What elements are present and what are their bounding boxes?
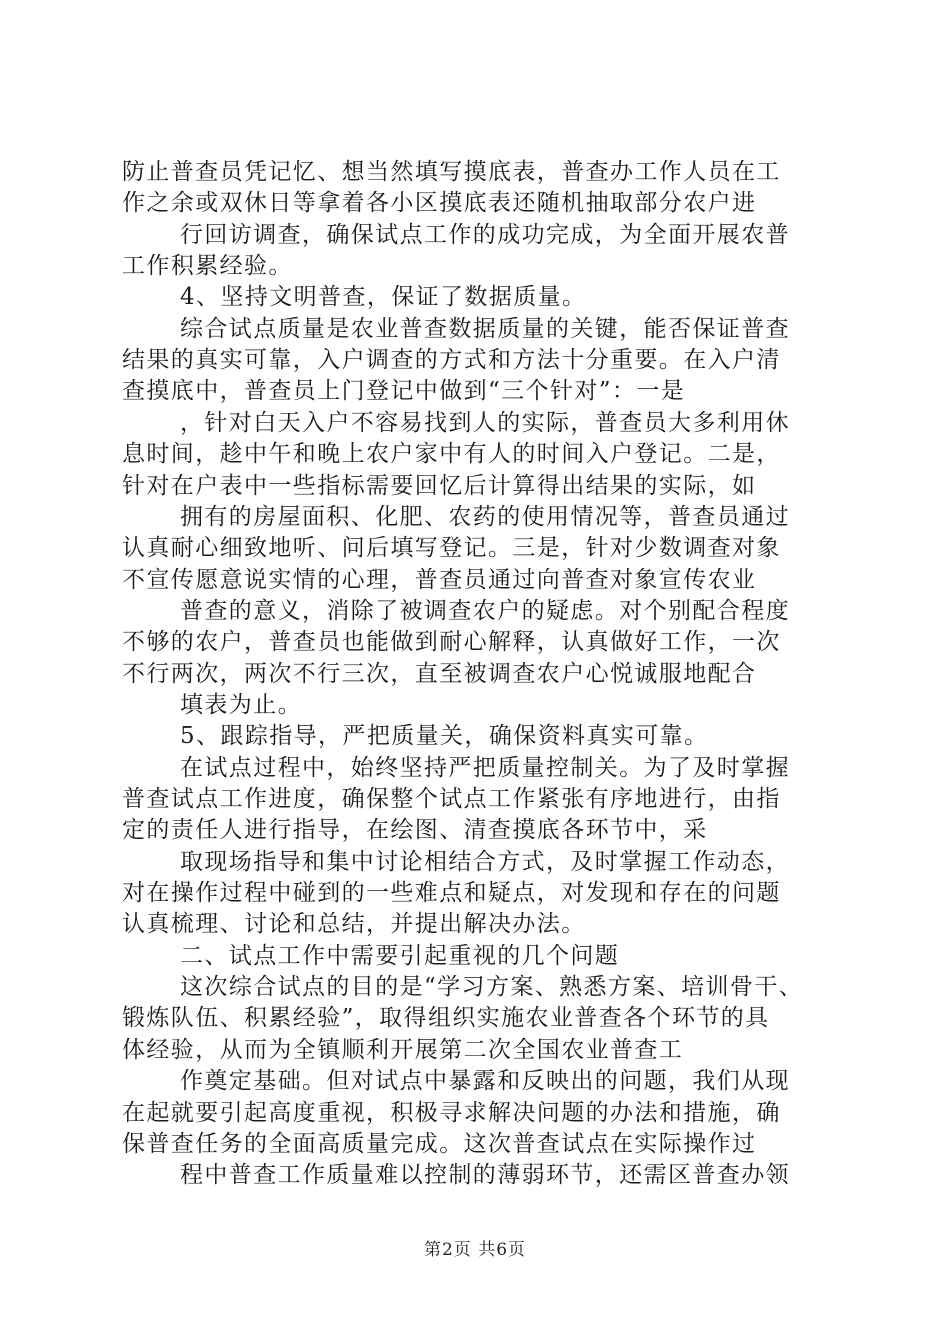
text-line: 这次综合试点的目的是“学习方案、熟悉方案、培训骨干、 <box>180 974 804 1001</box>
text-line: 填表为止。 <box>180 691 302 718</box>
text-line: 作之余或双休日等拿着各小区摸底表还随机抽取部分农户进 <box>122 190 757 217</box>
text-line: 不宣传愿意说实情的心理，普查员通过向普查对象宣传农业 <box>122 566 757 593</box>
text-line: ，针对白天入户不容易找到人的实际，普查员大多利用休 <box>180 409 790 436</box>
text-line: 工作积累经验。 <box>122 253 293 280</box>
text-line: 息时间，趁中午和晚上农户家中有人的时间入户登记。二是， <box>122 441 781 468</box>
text-line: 对在操作过程中碰到的一些难点和疑点，对发现和存在的问题 <box>122 880 781 907</box>
text-line: 普查的意义，消除了被调查农户的疑虑。对个别配合程度 <box>180 597 790 624</box>
text-line: 普查试点工作进度，确保整个试点工作紧张有序地进行，由指 <box>122 786 781 812</box>
text-line: 体经验，从而为全镇顺利开展第二次全国农业普查工 <box>122 1036 684 1063</box>
text-line: 拥有的房屋面积、化肥、农药的使用情况等，普查员通过 <box>180 503 790 530</box>
text-line: 定的责任人进行指导，在绘图、清查摸底各环节中，采 <box>122 817 708 844</box>
text-line: 认真耐心细致地听、问后填写登记。三是，针对少数调查对象 <box>122 535 781 562</box>
text-line: 查摸底中，普查员上门登记中做到“三个针对”：一是 <box>122 378 686 405</box>
text-line: 防止普查员凭记忆、想当然填写摸底表，普查办工作人员在工 <box>122 159 781 185</box>
text-line: 二、试点工作中需要引起重视的几个问题 <box>180 942 620 969</box>
text-line: 作奠定基础。但对试点中暴露和反映出的问题，我们从现 <box>180 1068 790 1095</box>
text-line: 5、跟踪指导，严把质量关，确保资料真实可靠。 <box>180 723 709 750</box>
text-line: 4、坚持文明普查，保证了数据质量。 <box>180 284 587 311</box>
text-line: 认真梳理、讨论和总结，并提出解决办法。 <box>122 911 586 938</box>
text-line: 在试点过程中，始终坚持严把质量控制关。为了及时掌握 <box>180 754 790 781</box>
text-line: 行回访调查，确保试点工作的成功完成，为全面开展农普 <box>180 221 790 248</box>
text-line: 取现场指导和集中讨论相结合方式，及时掌握工作动态， <box>180 848 790 875</box>
text-line: 不够的农户，普查员也能做到耐心解释，认真做好工作，一次 <box>122 629 781 656</box>
page-footer: 第2页 共6页 <box>423 1240 527 1260</box>
text-line: 锻炼队伍、积累经验”，取得组织实施农业普查各个环节的具 <box>122 1005 770 1032</box>
text-line: 结果的真实可靠，入户调查的方式和方法十分重要。在入户清 <box>122 347 781 374</box>
text-line: 综合试点质量是农业普查数据质量的关键，能否保证普查 <box>180 315 790 342</box>
text-line: 程中普查工作质量难以控制的薄弱环节，还需区普查办领 <box>180 1162 790 1189</box>
text-line: 不行两次，两次不行三次，直至被调查农户心悦诚服地配合 <box>122 660 757 687</box>
text-line: 针对在户表中一些指标需要回忆后计算得出结果的实际，如 <box>122 472 757 499</box>
text-line: 在起就要引起高度重视，积极寻求解决问题的办法和措施，确 <box>122 1099 781 1126</box>
text-line: 保普查任务的全面高质量完成。这次普查试点在实际操作过 <box>122 1130 757 1157</box>
